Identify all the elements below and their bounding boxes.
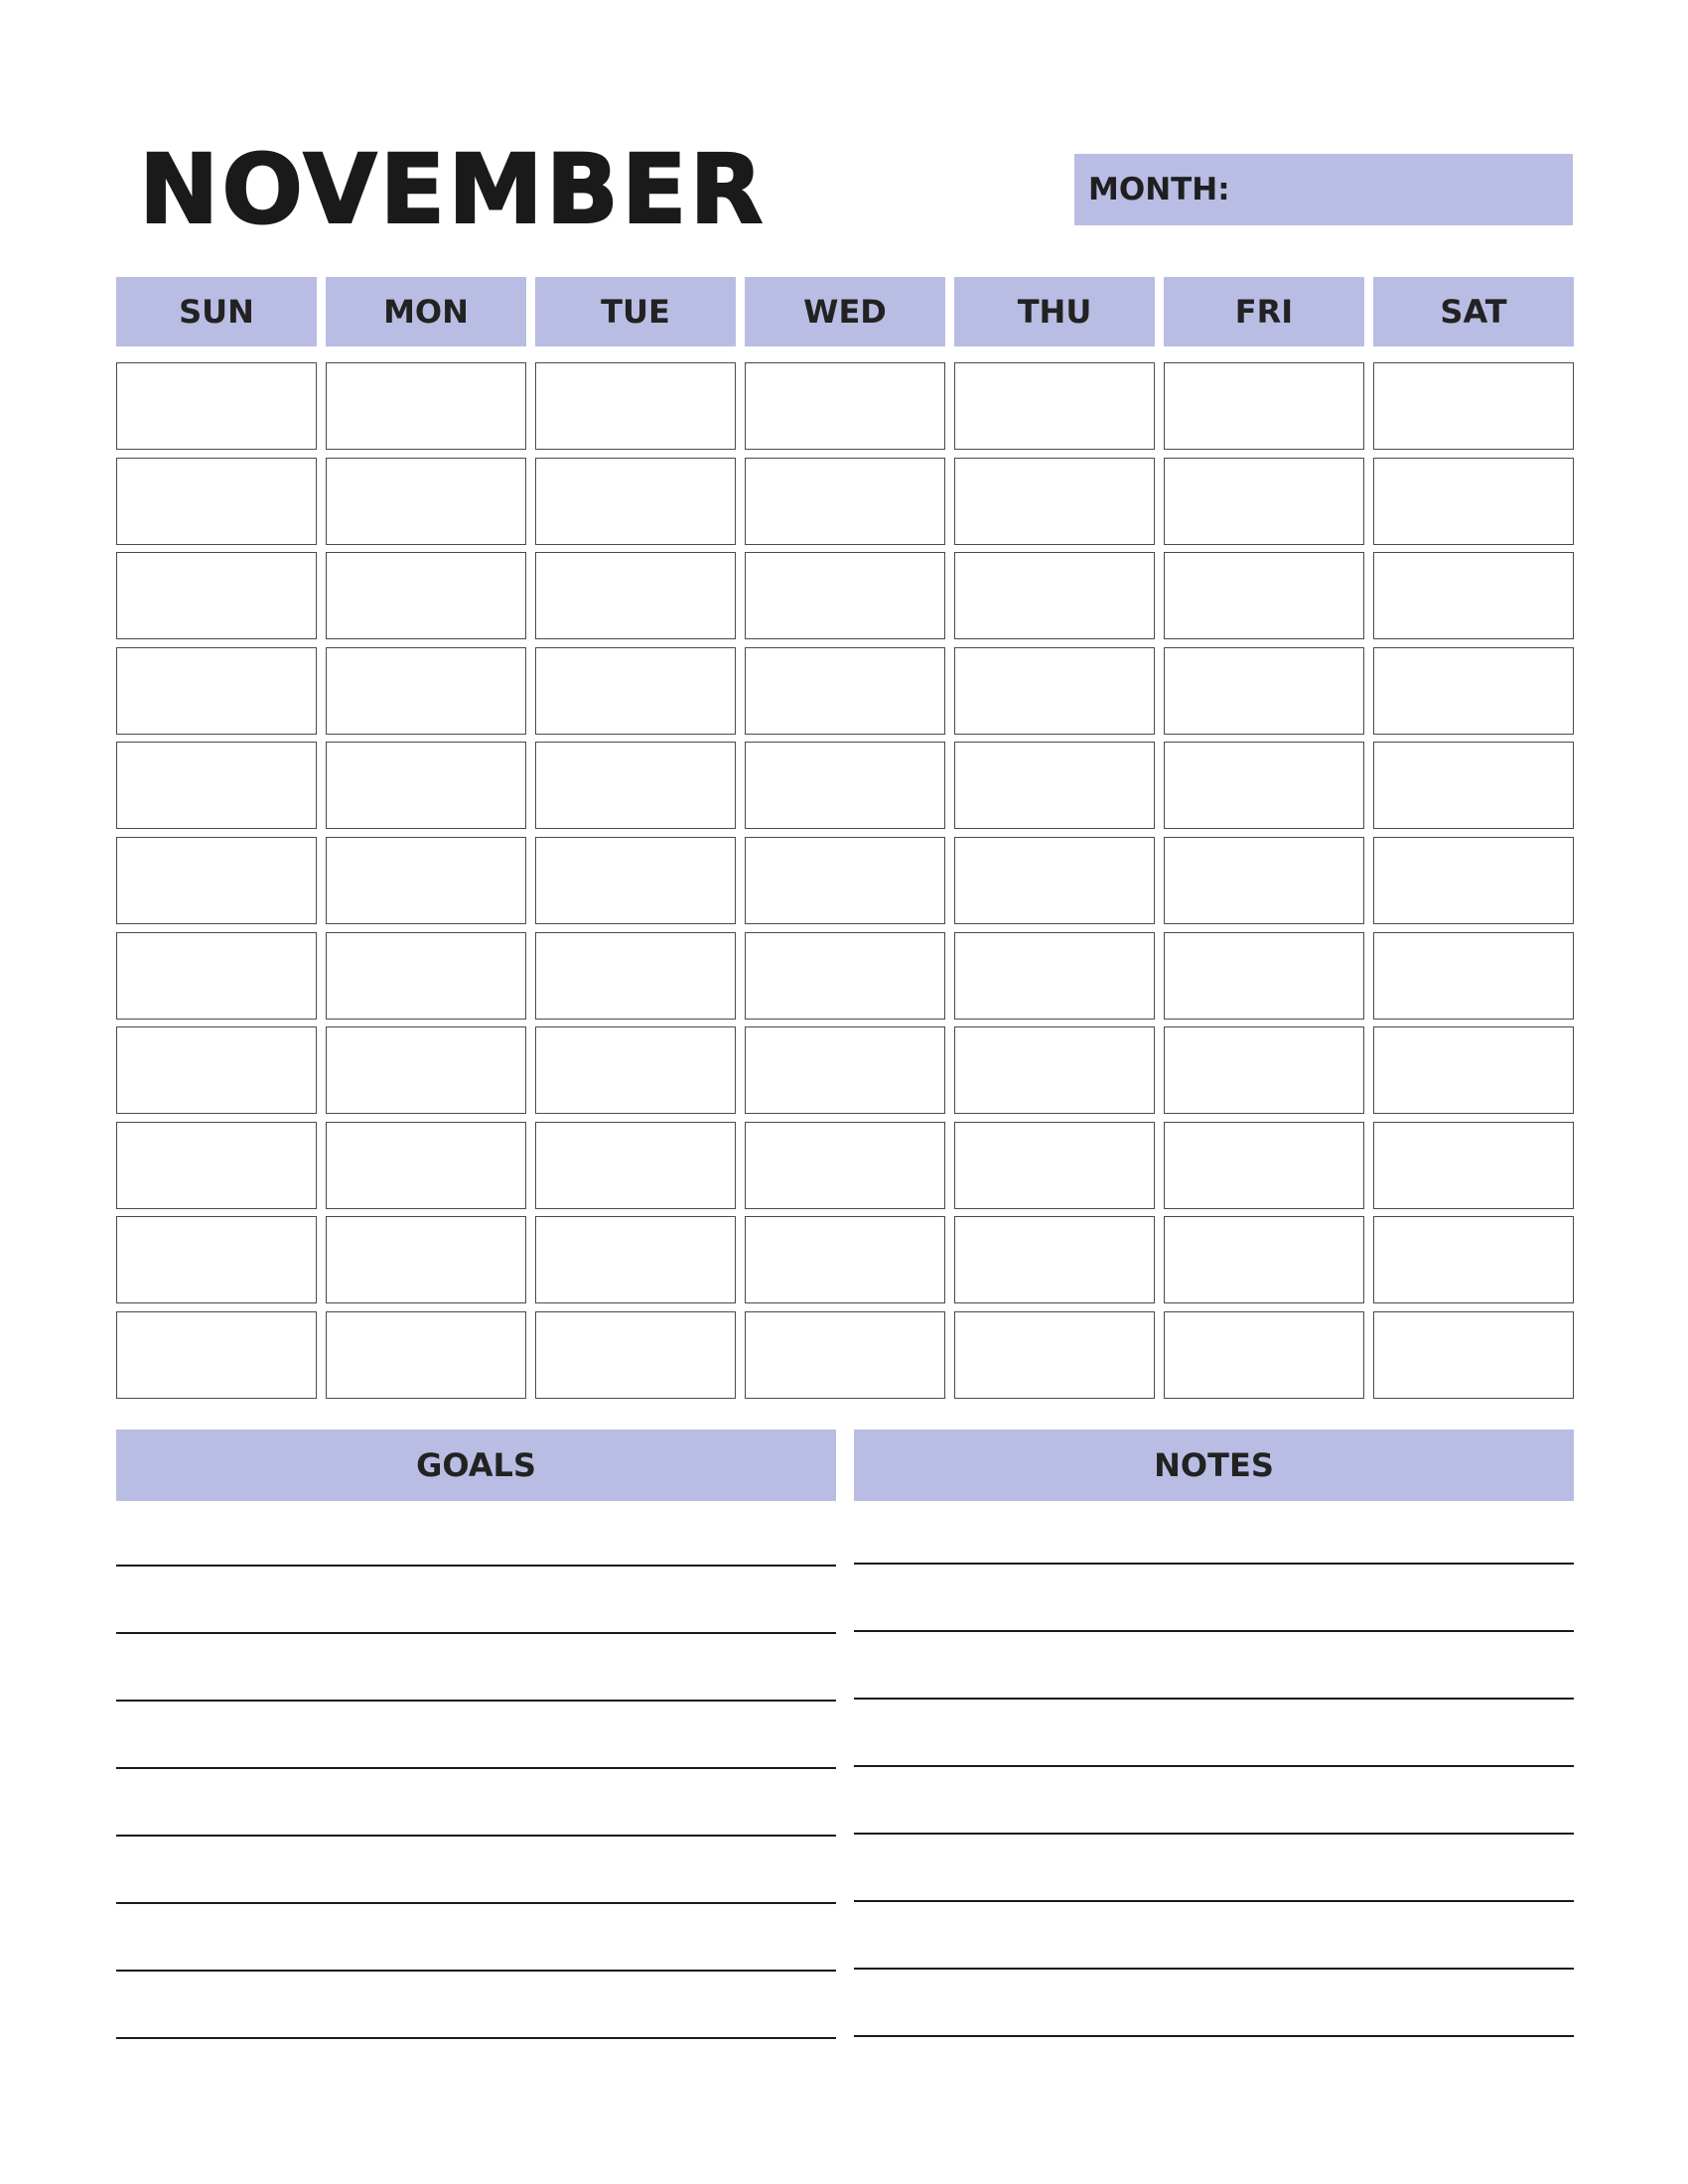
calendar-cell[interactable] <box>535 1026 736 1114</box>
calendar-cell[interactable] <box>954 1026 1155 1114</box>
weekday-header-sat <box>1373 277 1574 346</box>
calendar-cell[interactable] <box>745 932 945 1020</box>
calendar-cell[interactable] <box>1373 837 1574 924</box>
notes-writing-line[interactable] <box>854 1968 1574 1970</box>
notes-writing-line[interactable] <box>854 1630 1574 1632</box>
calendar-cell[interactable] <box>116 1122 317 1209</box>
goals-writing-line[interactable] <box>116 1700 836 1702</box>
calendar-cell[interactable] <box>116 742 317 829</box>
weekday-header-fri <box>1164 277 1364 346</box>
calendar-cell[interactable] <box>745 1216 945 1303</box>
calendar-cell[interactable] <box>535 1216 736 1303</box>
goals-writing-line[interactable] <box>116 1632 836 1634</box>
goals-writing-line[interactable] <box>116 1902 836 1904</box>
calendar-cell[interactable] <box>1373 1216 1574 1303</box>
calendar-cell[interactable] <box>745 552 945 639</box>
weekday-header-tue <box>535 277 736 346</box>
calendar-cell[interactable] <box>326 932 526 1020</box>
calendar-cell[interactable] <box>535 742 736 829</box>
calendar-cell[interactable] <box>745 1026 945 1114</box>
goals-writing-line[interactable] <box>116 1835 836 1837</box>
page-title: NOVEMBER <box>139 134 767 245</box>
calendar-cell[interactable] <box>1164 458 1364 545</box>
goals-header-label: GOALS <box>416 1446 536 1484</box>
notes-header <box>854 1430 1574 1501</box>
calendar-cell[interactable] <box>954 742 1155 829</box>
weekday-label: WED <box>803 293 887 331</box>
weekday-header-wed <box>745 277 945 346</box>
calendar-cell[interactable] <box>745 362 945 450</box>
notes-writing-line[interactable] <box>854 2035 1574 2037</box>
calendar-cell[interactable] <box>1373 932 1574 1020</box>
calendar-cell[interactable] <box>1164 552 1364 639</box>
notes-writing-line[interactable] <box>854 1698 1574 1700</box>
calendar-cell[interactable] <box>1164 742 1364 829</box>
calendar-cell[interactable] <box>1164 1216 1364 1303</box>
calendar-cell[interactable] <box>326 1216 526 1303</box>
calendar-cell[interactable] <box>535 932 736 1020</box>
calendar-cell[interactable] <box>954 362 1155 450</box>
calendar-cell[interactable] <box>326 1122 526 1209</box>
calendar-cell[interactable] <box>116 1026 317 1114</box>
calendar-cell[interactable] <box>535 458 736 545</box>
calendar-cell[interactable] <box>116 932 317 1020</box>
notes-header-label: NOTES <box>1154 1446 1274 1484</box>
weekday-label: THU <box>1017 293 1092 331</box>
goals-writing-line[interactable] <box>116 1970 836 1972</box>
calendar-cell[interactable] <box>1373 742 1574 829</box>
notes-writing-line[interactable] <box>854 1563 1574 1565</box>
calendar-cell[interactable] <box>116 1216 317 1303</box>
calendar-cell[interactable] <box>745 647 945 735</box>
weekday-label: SUN <box>179 293 254 331</box>
calendar-cell[interactable] <box>954 647 1155 735</box>
weekday-header-sun <box>116 277 317 346</box>
calendar-cell[interactable] <box>954 458 1155 545</box>
calendar-cell[interactable] <box>745 1122 945 1209</box>
weekday-label: MON <box>383 293 469 331</box>
calendar-cell[interactable] <box>1373 1026 1574 1114</box>
calendar-cell[interactable] <box>1164 837 1364 924</box>
calendar-cell[interactable] <box>535 1311 736 1399</box>
calendar-cell[interactable] <box>1164 932 1364 1020</box>
calendar-cell[interactable] <box>116 552 317 639</box>
calendar-cell[interactable] <box>1373 362 1574 450</box>
calendar-cell[interactable] <box>745 458 945 545</box>
calendar-cell[interactable] <box>535 552 736 639</box>
calendar-cell[interactable] <box>1164 362 1364 450</box>
calendar-cell[interactable] <box>1164 1122 1364 1209</box>
calendar-cell[interactable] <box>535 837 736 924</box>
calendar-cell[interactable] <box>954 932 1155 1020</box>
goals-header <box>116 1430 836 1501</box>
weekday-label: FRI <box>1234 293 1294 331</box>
calendar-cell[interactable] <box>116 362 317 450</box>
calendar-cell[interactable] <box>116 1311 317 1399</box>
calendar-cell[interactable] <box>1373 1311 1574 1399</box>
calendar-cell[interactable] <box>116 458 317 545</box>
calendar-cell[interactable] <box>326 837 526 924</box>
calendar-cell[interactable] <box>745 837 945 924</box>
calendar-cell[interactable] <box>116 837 317 924</box>
calendar-cell[interactable] <box>1373 458 1574 545</box>
calendar-cell[interactable] <box>326 362 526 450</box>
calendar-cell[interactable] <box>326 458 526 545</box>
calendar-cell[interactable] <box>1373 1122 1574 1209</box>
calendar-cell[interactable] <box>326 1026 526 1114</box>
calendar-cell[interactable] <box>954 837 1155 924</box>
calendar-cell[interactable] <box>745 1311 945 1399</box>
month-field[interactable] <box>1074 154 1573 225</box>
calendar-cell[interactable] <box>535 362 736 450</box>
calendar-cell[interactable] <box>954 1216 1155 1303</box>
calendar-cell[interactable] <box>1373 647 1574 735</box>
calendar-cell[interactable] <box>954 552 1155 639</box>
calendar-cell[interactable] <box>954 1122 1155 1209</box>
calendar-cell[interactable] <box>1164 1026 1364 1114</box>
calendar-cell[interactable] <box>326 1311 526 1399</box>
calendar-cell[interactable] <box>535 647 736 735</box>
calendar-cell[interactable] <box>116 647 317 735</box>
weekday-label: SAT <box>1440 293 1507 331</box>
weekday-label: TUE <box>601 293 670 331</box>
weekday-header-thu <box>954 277 1155 346</box>
goals-writing-line[interactable] <box>116 2037 836 2039</box>
weekday-header-mon <box>326 277 526 346</box>
notes-writing-line[interactable] <box>854 1765 1574 1767</box>
calendar-cell[interactable] <box>1164 647 1364 735</box>
month-field-label: MONTH: <box>1088 172 1230 207</box>
calendar-cell[interactable] <box>954 1311 1155 1399</box>
goals-writing-line[interactable] <box>116 1767 836 1769</box>
calendar-cell[interactable] <box>1164 1311 1364 1399</box>
calendar-cell[interactable] <box>326 647 526 735</box>
calendar-cell[interactable] <box>1373 552 1574 639</box>
goals-writing-line[interactable] <box>116 1565 836 1567</box>
calendar-cell[interactable] <box>535 1122 736 1209</box>
calendar-cell[interactable] <box>745 742 945 829</box>
notes-writing-line[interactable] <box>854 1833 1574 1835</box>
calendar-cell[interactable] <box>326 742 526 829</box>
notes-writing-line[interactable] <box>854 1900 1574 1902</box>
calendar-cell[interactable] <box>326 552 526 639</box>
